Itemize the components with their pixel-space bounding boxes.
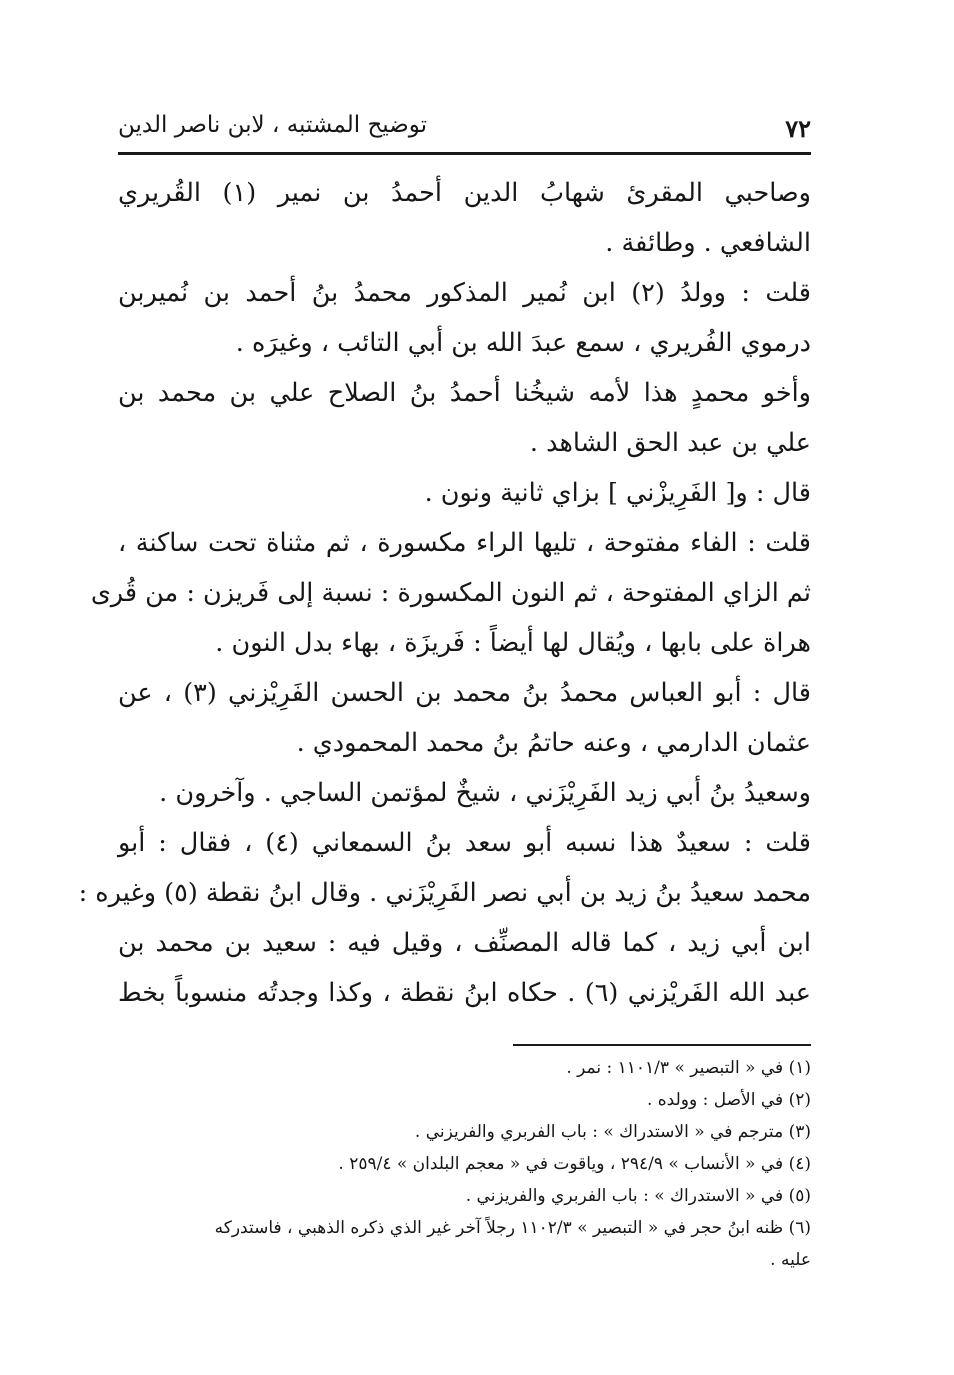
text-line: الشافعي . وطائفة . (605, 228, 811, 258)
text-line: درموي الفُريري ، سمع عبدَ الله بن أبي التائب ، وغيرَه . (235, 328, 811, 358)
footnote: (١) في « التبصير » ١١٠١/٣ : نمر . (566, 1058, 811, 1078)
main-text (78, 168, 812, 1018)
footnotes (118, 1052, 811, 1276)
text-line: قلت : سعيدٌ هذا نسبه أبو سعد بنُ السمعاني (٤) ، فقال : أبو (118, 828, 812, 858)
text-line: عبد الله الفَريْزني (٦) . حكاه ابنُ نقطة ، وكذا وجدتُه منسوباً بخط (118, 978, 812, 1008)
text-line: قلت : وولدُ (٢) ابن نُمير المذكور محمدُ بنُ أحمد بن نُميربن (118, 278, 811, 308)
footnote: (٦) ظنه ابنُ حجر في « التبصير » ١١٠٢/٣ رجلاً آخر غير الذي ذكره الذهبي ، فاستدركه (214, 1218, 811, 1238)
page-header (118, 102, 811, 146)
text-line: هراة على بابها ، ويُقال لها أيضاً : فَريزَة ، بهاء بدل النون . (215, 628, 811, 658)
text-line: قال : أبو العباس محمدُ بنُ محمد بن الحسن الفَرِيْزني (٣) ، عن (118, 678, 811, 708)
footnote: (٣) مترجم في « الاستدراك » : باب الفربري والفريزني . (414, 1122, 811, 1142)
text-line: عثمان الدارمي ، وعنه حاتمُ بنُ محمد المحمودي . (296, 728, 811, 758)
text-line: محمد سعيدُ بنُ زيد بن أبي نصر الفَرِيْزَني . وقال ابنُ نقطة (٥) وغيره : (78, 878, 811, 908)
text-line: علي بن عبد الحق الشاهد . (529, 428, 811, 458)
text-line: قلت : الفاء مفتوحة ، تليها الراء مكسورة ، ثم مثناة تحت ساكنة ، (118, 528, 811, 558)
text-line: ابن أبي زيد ، كما قاله المصنِّف ، وقيل فيه : سعيد بن محمد بن (118, 928, 811, 958)
header-rule (118, 152, 811, 155)
text-line: قال : و[ الفَرِيزْني ] بزاي ثانية ونون . (424, 478, 811, 508)
footnote: (٤) في « الأنساب » ٢٩٤/٩ ، وياقوت في « معجم البلدان » ٢٥٩/٤ . (338, 1154, 811, 1174)
text-line: وسعيدُ بنُ أبي زيد الفَرِيْزَني ، شيخٌ لمؤتمن الساجي . وآخرون . (159, 778, 811, 808)
running-title: توضيح المشتبه ، لابن ناصر الدين (118, 112, 428, 138)
footnote: (٥) في « الاستدراك » : باب الفربري والفريزني . (465, 1186, 811, 1206)
footnote-continuation: عليه . (770, 1250, 811, 1270)
footnote: (٢) في الأصل : وولده . (646, 1090, 811, 1110)
text-line: وصاحبي المقرئ شهابُ الدين أحمدُ بن نمير (١) القُريري (118, 178, 811, 208)
page-number: ٧٢ (785, 114, 811, 143)
text-line: ثم الزاي المفتوحة ، ثم النون المكسورة : نسبة إلى فَريزن : من قُرى (90, 578, 811, 608)
footnote-separator (513, 1044, 811, 1046)
text-line: وأخو محمدٍ هذا لأمه شيخُنا أحمدُ بنُ الصلاح علي بن محمد بن (118, 378, 811, 408)
